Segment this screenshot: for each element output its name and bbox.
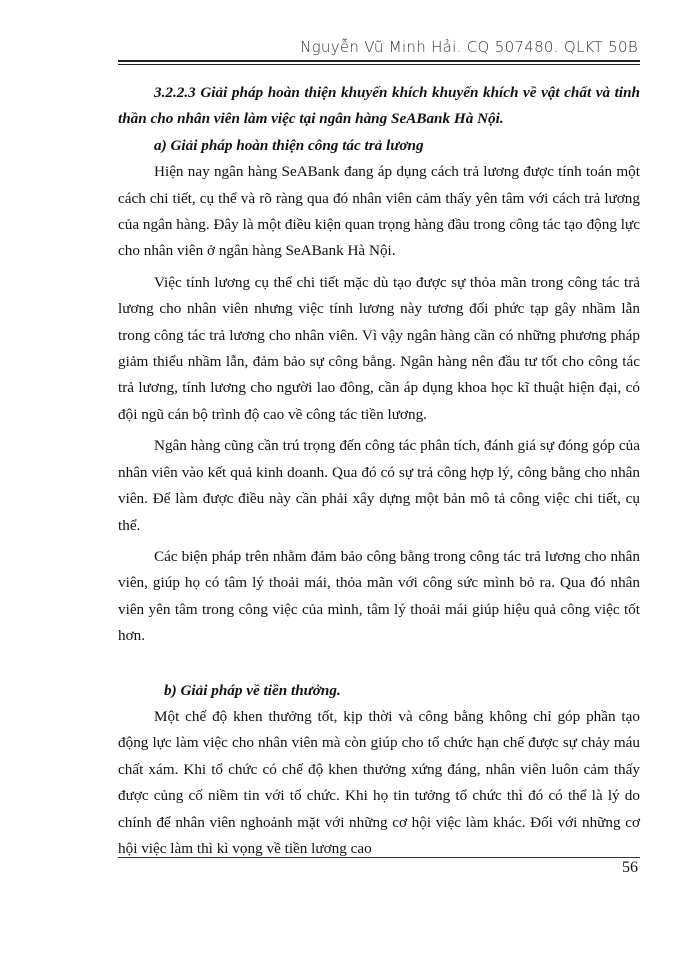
header-rule-thick [118,60,640,62]
page-number: 56 [622,859,638,876]
section-title: 3.2.2.3 Giải pháp hoàn thiện khuyến khích khuyến khích về vật chất và tinh thần cho nhân viên làm việc tại ngân hàng SeABank Hà Nội. [118,84,640,128]
paragraph-b-1: Một chế độ khen thưởng tốt, kịp thời và công bằng không chỉ góp phần tạo động lực làm việc cho nhân viên mà còn giúp cho tổ chức hạn chế được sự chảy máu chất xám. Khi tổ chức có chế độ khen thưởng xứng đáng, nhân viên luôn cảm thấy được củng cố niềm tin với tổ chức. Khi họ tin tưởng tổ chức thì đó có thể là lý do chính để nhân viên nghoảnh mặt với những cơ hội việc làm khác. Đối với những cơ hội việc làm thì kì vọng về tiền lương cao [118,707,640,857]
paragraph-a-3: Ngân hàng cũng cần trú trọng đến công tác phân tích, đánh giá sự đóng góp của nhân viên vào kết quả kinh doanh. Qua đó có sự trả công hợp lý, công bằng cho nhân viên. Để làm được điều này cần phải xây dựng một bản mô tả công việc chi tiết, cụ thể. [118,437,640,534]
paragraph-a-4: Các biện pháp trên nhằm đảm bảo công bằng trong công tác trả lương cho nhân viên, giúp họ có tâm lý thoải mái, thỏa mãn với công sức mình bỏ ra. Qua đó nhân viên yên tâm trong công việc của mình, tâm lý thoải mái giúp hiệu quả công việc tốt hơn. [118,547,640,645]
page-content [118,80,640,867]
running-head: Nguyễn Vũ Minh Hải. CQ 507480. QLKT 50B [300,38,638,56]
subsection-b-title: b) Giải pháp về tiền thưởng. [164,681,341,699]
paragraph-a-2: Việc tính lương cụ thể chi tiết mặc dù tạo được sự thỏa mãn trong công tác trả lương cho nhân viên nhưng việc tính lương này tương đối phức tạp gây nhầm lẫn trong công tác trả lương cho nhân viên. Vì vậy ngân hàng cần có những phương pháp giảm thiểu nhầm lẫn, đảm bảo sự công bằng. Ngân hàng nên đầu tư tốt cho công tác trả lương, tính lương cho người lao đông, cần áp dụng khoa học kĩ thuật hiện đại, có đội ngũ cán bộ trình độ cao về công tác tiền lương. [118,273,640,423]
footer-rule [118,857,640,858]
paragraph-a-1: Hiện nay ngân hàng SeABank đang áp dụng cách trả lương được tính toán một cách chi tiết, cụ thể và rõ ràng qua đó nhân viên cảm thấy yên tâm với cách trả lương của ngân hàng. Đây là một điều kiện quan trọng hàng đầu trong công tác tạo động lực cho nhân viên ở ngân hàng SeABank Hà Nội. [118,163,640,260]
subsection-a-title: a) Giải pháp hoàn thiện công tác trả lương [154,136,424,154]
header-rule-thin [118,64,640,65]
